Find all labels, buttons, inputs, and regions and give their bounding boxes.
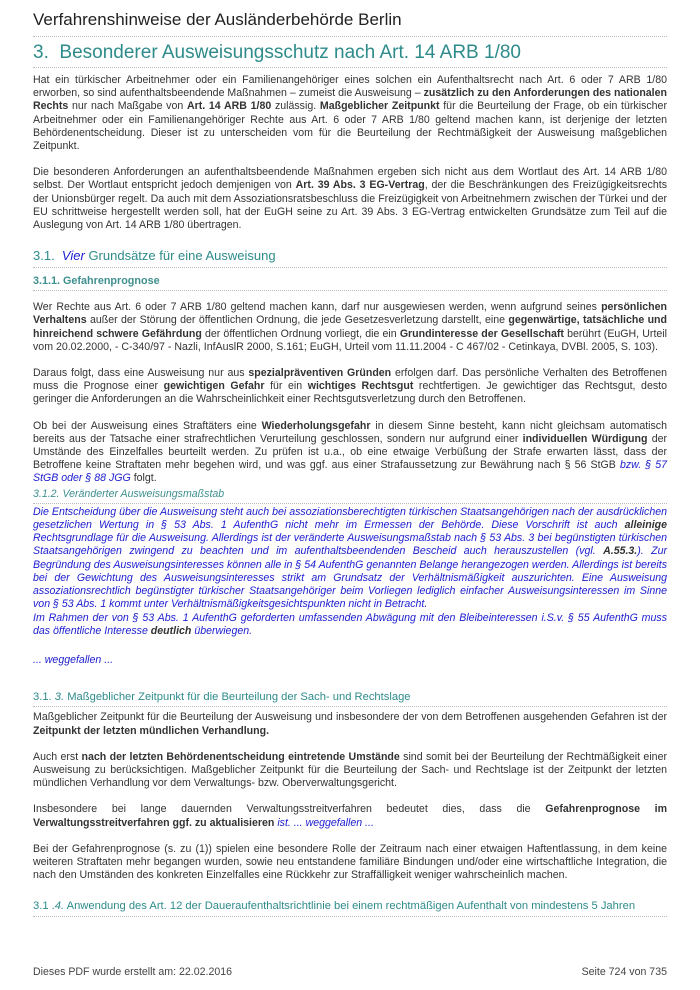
gefahrenprognose-paragraph-1: Wer Rechte aus Art. 6 oder 7 ARB 1/80 geltend machen kann, darf nur ausgewiesen werden, wenn aufgrund seines persönlichen Verhaltens außer der Störung der öffentlichen Ordnung, die jede Gesetzesverletzung darstellt, eine gegenwärtige, tatsächliche und hinreichend schwere Gefährdung der öffentlichen Ordnung vorliegt, die ein Grundinteresse der Gesellschaft berührt (EuGH, Urteil vom 20.02.2000, - C-340/97 - Nazli, InfAuslR 2000, S.161; EuGH, Urteil vom 11.11.2004 - C 467/02 - Cetinkaya, DVBl. 2005, S. 103).: [33, 301, 668, 353]
subsection-3-1-4-heading: 3.1 .4. Anwendung des Art. 12 der Daueraufenthaltsrichtlinie bei einem rechtmäßigen Aufenthalt von mindestens 5 Jahren: [33, 900, 667, 916]
reference-link[interactable]: A.55.3.: [603, 545, 638, 558]
subsection-3-1-heading: 3.1. Vier Grundsätze für eine Ausweisung: [33, 248, 667, 268]
section-intro-paragraph-2: Die besonderen Anforderungen an aufenthaltsbeendende Maßnahmen ergeben sich nicht aus dem Wortlaut des Art. 14 ARB 1/80 selbst. Der Wortlaut entspricht jedoch demjenigen von Art. 39 Abs. 3 EG-Vertrag, der die Beschränkungen des Freizügigkeitsrechts der Unionsbürger regelt. Da auch mit dem Assoziationsratsbeschluss die Freizügigkeit von Arbeitnehmern zwischen der Türkei und der EU schrittweise hergestellt werden soll, hat der EuGH seine zu Art. 39 Abs. 3 EG-Vertrag entwickelten Grundsätze zum Teil auf die Auslegung von Art. 14 ARB 1/80 übertragen.: [33, 166, 667, 232]
creation-date: Dieses PDF wurde erstellt am: 22.02.2016: [33, 966, 233, 978]
zeitpunkt-paragraph-1: Maßgeblicher Zeitpunkt für die Beurteilung der Ausweisung und insbesondere der von dem Betroffenen ausgehenden Gefahren ist der Zeitpunkt der letzten mündlichen Verhandlung.: [33, 711, 667, 737]
page-number: Seite 724 von 735: [581, 966, 667, 978]
zeitpunkt-paragraph-2: Auch erst nach der letzten Behördenentscheidung eintretende Umstände sind somit bei der Beurteilung der Rechtmäßigkeit einer Ausweisung zu berücksichtigen. Maßgeblicher Zeitpunkt für die Beurteilung der Sach- und Rechtslage ist der Zeitpunkt der letzten mündlichen Verhandlung vor dem Verwaltungs- bzw. Oberverwaltungsgericht.: [33, 750, 667, 790]
zeitpunkt-paragraph-3: Insbesondere bei lange dauernden Verwaltungsstreitverfahren bedeutet dies, dass die Gefahrenprognose im Verwaltungsstreitverfahren ggf. zu aktualisieren ist. ... weggefallen ...: [33, 803, 667, 829]
subsection-3-1-3-heading: 3.1. 3. Maßgeblicher Zeitpunkt für die Beurteilung der Sach- und Rechtslage: [33, 691, 667, 707]
section-intro-paragraph-1: Hat ein türkischer Arbeitnehmer oder ein Familienangehöriger eines solchen ein Aufenthaltsrecht nach Art. 6 oder 7 ARB 1/80 erworben, so sind aufenthaltsbeendende Maßnahmen – zumeist die Ausweisung – zusätzlich zu den Anforderungen des nationalen Rechts nur nach Maßgabe von Art. 14 ARB 1/80 zulässig. Maßgeblicher Zeitpunkt für die Beurteilung der Frage, ob ein türkischer Arbeitnehmer oder ein Familienangehöriger Rechte aus Art. 6 oder 7 ARB 1/80 geltend machen kann, ist derjenige der letzten Behördenentscheidung. Dieser ist zu unterscheiden vom für die Beurteilung der Rechtmäßigkeit der Ausweisung maßgeblichen Zeitpunkt.: [33, 74, 667, 153]
inserted-word: Vier: [61, 248, 85, 264]
section-number: 3.: [33, 42, 49, 63]
gefahrenprognose-paragraph-3: Ob bei der Ausweisung eines Straftäters eine Wiederholungsgefahr in diesem Sinne besteht, kann nicht gleichsam automatisch bereits aus der Tatsache einer strafrechtlichen Verurteilung geschlossen, sondern nur aufgrund einer individuellen Würdigung der Umstände des Einzelfalles beurteilt werden. Zu prüfen ist u.a., ob eine etwaige Verbüßung der Strafe erwarten lässt, dass der Betroffene keine Straftaten mehr begehen wird, und was ggf. aus einer Strafaussetzung zur Bewährung nach § 56 StGB bzw. § 57 StGB oder § 88 JGG folgt.: [33, 419, 668, 485]
page-footer: [33, 966, 667, 978]
zeitpunkt-paragraph-4: Bei der Gefahrenprognose (s. zu (1)) spielen eine besondere Rolle der Zeitraum nach einer etwaigen Haftentlassung, in dem keine weiteren Straftaten mehr begangen wurden, sowie neu entstandene familiäre Bindungen und/oder eine wirtschaftliche Integration, die nach den Umständen des konkreten Einzelfalles eine Rückkehr zur Straffälligkeit weniger wahrscheinlich machen.: [33, 842, 667, 882]
subsection-3-1-1-heading: 3.1.1. Gefahrenprognose: [33, 274, 667, 291]
gefahrenprognose-paragraph-2: Daraus folgt, dass eine Ausweisung nur aus spezialpräventiven Gründen erfolgen darf. Das persönliche Verhalten des Betroffenen muss die Prognose einer gewichtigen Gefahr für ein wichtiges Rechtsgut rechtfertigen. Je gewichtiger das Rechtsgut, desto geringer die Anforderungen an die Wahrscheinlichkeit einer Rechtsgutsverletzung durch den Betroffenen.: [33, 367, 667, 406]
removed-note: ... weggefallen ...: [33, 653, 114, 666]
section-title: Besonderer Ausweisungsschutz nach Art. 14 ARB 1/80: [59, 42, 521, 63]
document-content: [33, 42, 667, 921]
document-header: Verfahrenshinweise der Ausländerbehörde Berlin: [33, 10, 667, 37]
subsection-3-1-2-heading: 3.1.2. Veränderter Ausweisungsmaßstab: [33, 488, 667, 504]
amended-paragraph-2: Im Rahmen der von § 53 Abs. 1 AufenthG geforderten umfassenden Abwägung mit den Bleibeinteressen i.S.v. § 55 AufenthG muss das öffentliche Interesse deutlich überwiegen.: [33, 611, 667, 637]
amended-text-block: [33, 506, 667, 638]
section-heading: [33, 42, 667, 68]
amended-paragraph-1: Die Entscheidung über die Ausweisung steht auch bei assoziationsberechtigten türkischen Staatsangehörigen nach der ausdrücklichen gesetzlichen Wertung in § 53 Abs. 1 AufenthG nicht mehr im Ermessen der Behörde. Diese Vorschrift ist auch alleinige Rechtsgrundlage für die Ausweisung. Allerdings ist der veränderte Ausweisungsmaßstab nach § 53 Abs. 3 bei begünstigten türkischen Staatsangehörigen zwingend zu beachten und im aufenthaltsbeendenden Bescheid auch herauszustellen (vgl. A.55.3.). Zur Begründung des Ausweisungsinteresses können alle in § 54 AufenthG genannten Belange herangezogen werden. Allerdings ist bereits bei der Gewichtung des Ausweisungsinteresses strikt am Grundsatz der Verhältnismäßigkeit auszurichten. Eine Ausweisung assoziationsrechtlich begünstigter türkischer Staatsangehöriger beim Vorliegen lediglich einfacher Ausweisungsinteressen im Sinne von § 53 Abs. 1 kommt unter Verhältnismäßigkeitsgesichtspunkten nicht in Betracht.: [33, 505, 667, 611]
